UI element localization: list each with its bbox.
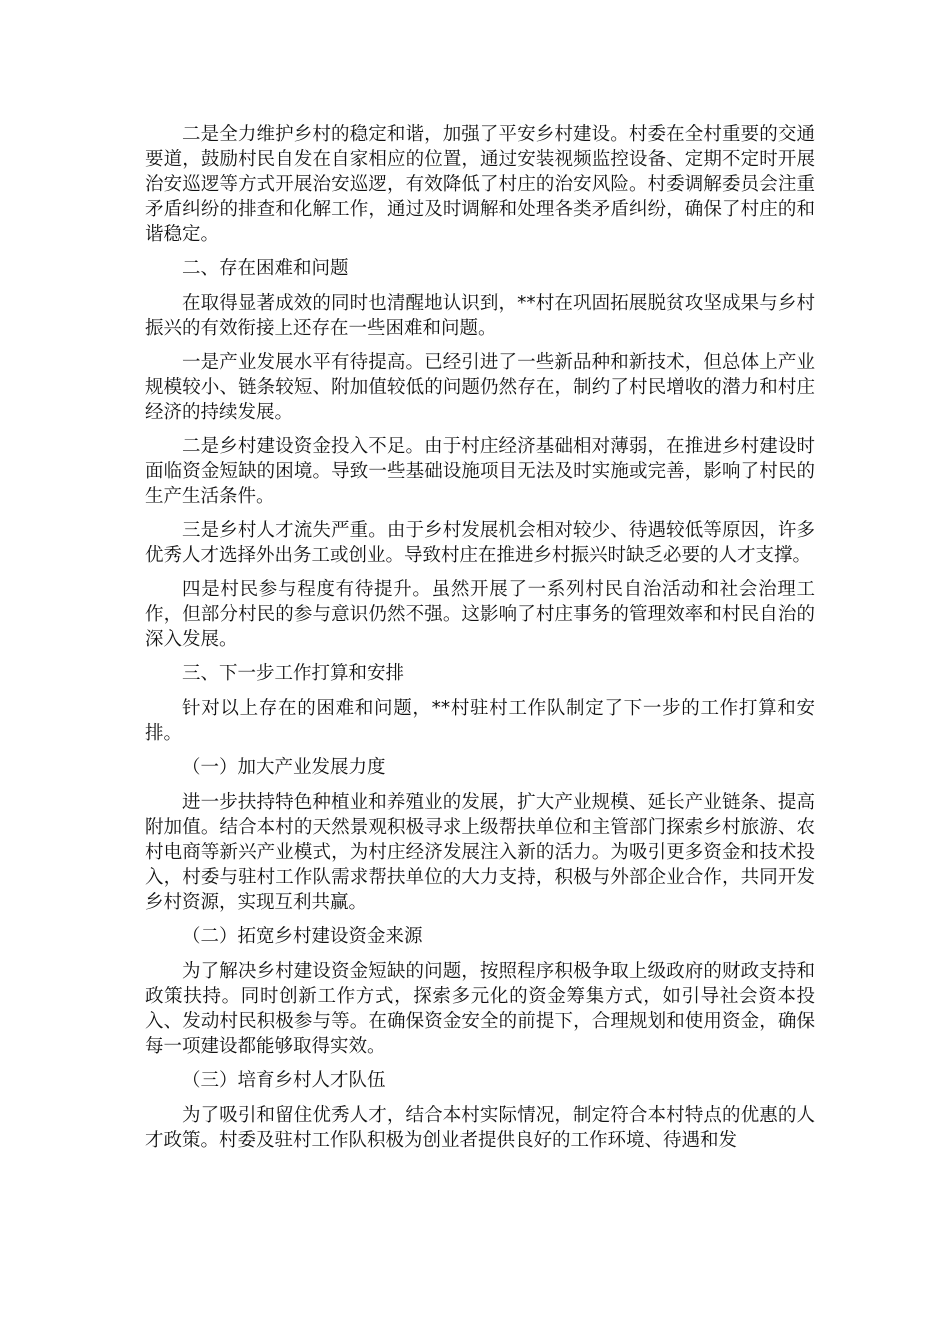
subheading-industry: （一）加大产业发展力度 bbox=[182, 757, 386, 778]
paragraph-funding-plan: 为了解决乡村建设资金短缺的问题，按照程序积极争取上级政府的财政支持和政策扶持。同时创新工作方式，探索多元化的资金筹集方式，如引导社会资本投入、发动村民积极参与等。在确保资金安全的前提下，合理规划和使用资金，确保每一项建设都能够取得实效。 bbox=[145, 961, 815, 1057]
paragraph-next-steps-intro: 针对以上存在的困难和问题，**村驻村工作队制定了下一步的工作打算和安排。 bbox=[145, 698, 815, 744]
paragraph-stability: 二是全力维护乡村的稳定和谐，加强了平安乡村建设。村委在全村重要的交通要道，鼓励村民自发在自家相应的位置，通过安装视频监控设备、定期不定时开展治安巡逻等方式开展治安巡逻，有效降低了村庄的治安风险。村委调解委员会注重矛盾纠纷的排查和化解工作，通过及时调解和处理各类矛盾纠纷，确保了村庄的和谐稳定。 bbox=[145, 124, 815, 245]
subheading-talent: （三）培育乡村人才队伍 bbox=[182, 1070, 386, 1091]
paragraph-problems-intro: 在取得显著成效的同时也清醒地认识到，**村在巩固拓展脱贫攻坚成果与乡村振兴的有效衔接上还存在一些困难和问题。 bbox=[145, 293, 815, 339]
section-heading-next-steps: 三、下一步工作打算和安排 bbox=[182, 663, 405, 684]
paragraph-talent-problem: 三是乡村人才流失严重。由于乡村发展机会相对较少、待遇较低等原因，许多优秀人才选择外出务工或创业。导致村庄在推进乡村振兴时缺乏必要的人才支撑。 bbox=[145, 520, 815, 566]
subheading-funding: （二）拓宽乡村建设资金来源 bbox=[182, 926, 423, 947]
paragraph-funding-problem: 二是乡村建设资金投入不足。由于村庄经济基础相对薄弱，在推进乡村建设时面临资金短缺的困境。导致一些基础设施项目无法及时实施或完善，影响了村民的生产生活条件。 bbox=[145, 436, 815, 507]
paragraph-industry-plan: 进一步扶持特色种植业和养殖业的发展，扩大产业规模、延长产业链条、提高附加值。结合本村的天然景观积极寻求上级帮扶单位和主管部门探索乡村旅游、农村电商等新兴产业模式，为村庄经济发展注入新的活力。为吸引更多资金和技术投入，村委与驻村工作队需求帮扶单位的大力支持，积极与外部企业合作，共同开发乡村资源，实现互利共赢。 bbox=[145, 792, 815, 913]
paragraph-talent-plan: 为了吸引和留住优秀人才，结合本村实际情况，制定符合本村特点的优惠的人才政策。村委及驻村工作队积极为创业者提供良好的工作环境、待遇和发 bbox=[145, 1105, 815, 1151]
section-heading-problems: 二、存在困难和问题 bbox=[182, 258, 349, 279]
document-body bbox=[145, 122, 815, 1162]
paragraph-industry-problem: 一是产业发展水平有待提高。已经引进了一些新品种和新技术，但总体上产业规模较小、链条较短、附加值较低的问题仍然存在，制约了村民增收的潜力和村庄经济的持续发展。 bbox=[145, 352, 815, 423]
paragraph-participation-problem: 四是村民参与程度有待提升。虽然开展了一系列村民自治活动和社会治理工作，但部分村民的参与意识仍然不强。这影响了村庄事务的管理效率和村民自治的深入发展。 bbox=[145, 579, 815, 650]
